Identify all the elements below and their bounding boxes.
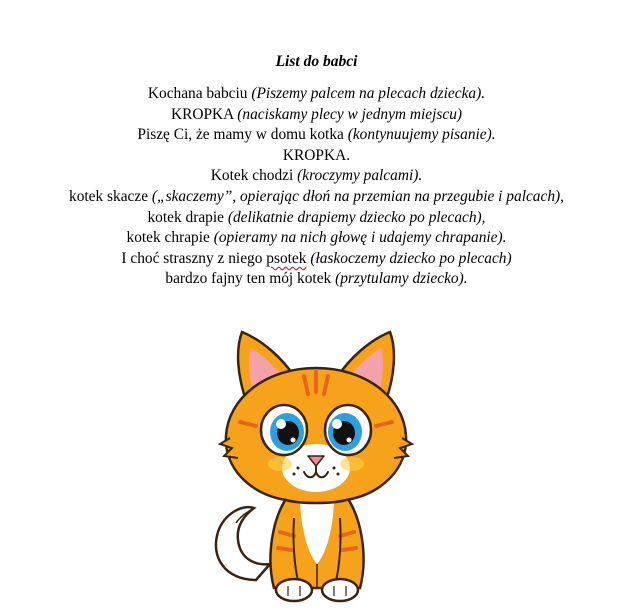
line-text: kotek drapie xyxy=(147,208,224,226)
line-instruction: (Piszemy palcem na plecach dziecka). xyxy=(251,85,486,102)
line-instruction: („skaczemy”, opierając dłoń na przemian na przegubie i palcach), xyxy=(151,187,564,205)
poem-line xyxy=(0,125,633,146)
line-text: bardzo fajny ten mój kotek xyxy=(165,270,332,288)
kitten-eye-right xyxy=(325,405,371,455)
line-text: Kochana babciu xyxy=(147,85,248,102)
poem-line xyxy=(0,166,633,187)
poem-line xyxy=(0,208,633,229)
document-title: List do babci xyxy=(275,53,358,70)
poem-line xyxy=(0,269,633,290)
line-text: kotek skacze xyxy=(69,187,149,205)
line-text: KROPKA xyxy=(170,105,234,123)
line-text: I choć straszny z niego xyxy=(121,249,263,267)
poem-body xyxy=(0,84,633,290)
line-text: Piszę Ci, że mamy w domu kotka xyxy=(137,126,344,144)
line-text: Kotek chodzi xyxy=(210,167,294,185)
line-text: KROPKA. xyxy=(282,146,351,164)
poem-line xyxy=(0,105,633,126)
poem-line xyxy=(0,228,633,249)
cartoon-orange-kitten-icon xyxy=(196,318,436,608)
kitten-paw-left xyxy=(276,579,312,601)
line-instruction: (przytulamy dziecko). xyxy=(335,270,468,288)
poem-line xyxy=(0,84,633,105)
line-instruction: (kroczymy palcami). xyxy=(297,167,423,185)
line-instruction: (łaskoczemy dziecko po plecach) xyxy=(310,249,512,267)
kitten-paw-right xyxy=(322,579,358,601)
line-instruction: (delikatnie drapiemy dziecko po plecach), xyxy=(227,208,486,226)
line-text: kotek chrapie xyxy=(126,229,210,247)
poem-line xyxy=(0,187,633,208)
line-instruction: (kontynuujemy pisanie). xyxy=(347,126,496,144)
poem-line xyxy=(0,249,633,270)
kitten-eye-left xyxy=(261,405,307,455)
spellcheck-underlined-word: psotek xyxy=(266,249,307,267)
kitten-tail xyxy=(216,507,270,580)
line-instruction: (opieramy na nich głowę i udajemy chrapanie). xyxy=(213,229,507,247)
poem-line xyxy=(0,146,633,167)
line-instruction: (naciskamy plecy w jednym miejscu) xyxy=(237,105,463,123)
